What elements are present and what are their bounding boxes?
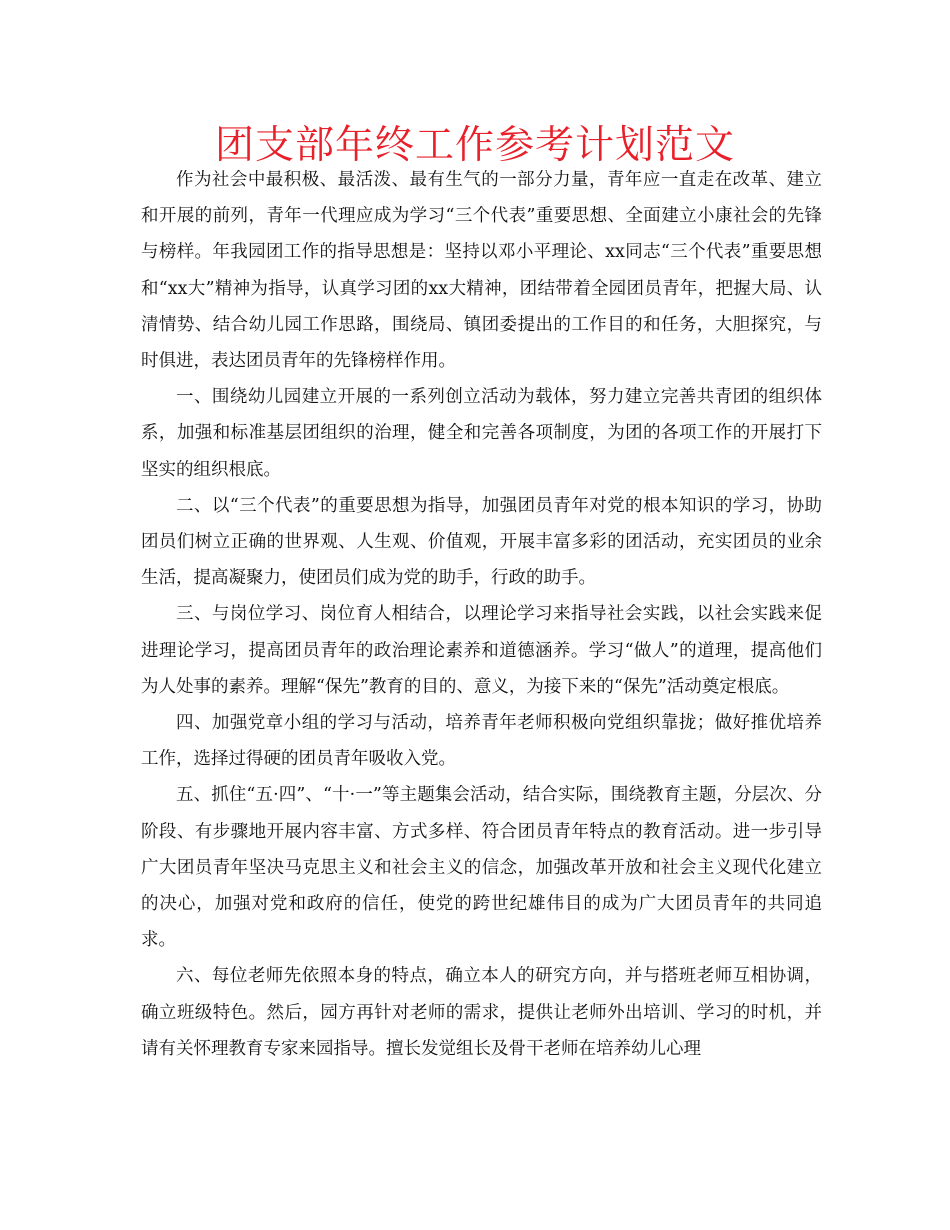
paragraph-2: 二、以“三个代表”的重要思想为指导，加强团员青年对党的根本知识的学习，协助团员们树立正确的世界观、人生观、价值观，开展丰富多彩的团活动，充实团员的业余生活，提高凝聚力，使团员们成为党的助手，行政的助手。 <box>141 495 822 589</box>
paragraph-5: 五、抓住“五·四”、“十·一”等主题集会活动，结合实际，围绕教育主题，分层次、分阶段、有步骤地开展内容丰富、方式多样、符合团员青年特点的教育活动。进一步引导广大团员青年坚决马克思主义和社会主义的信念，加强改革开放和社会主义现代化建立的决心，加强对党和政府的信任，使党的跨世纪雄伟目的成为广大团员青年的共同追求。 <box>141 785 822 951</box>
paragraph-1: 一、围绕幼儿园建立开展的一系列创立活动为载体，努力建立完善共青团的组织体系，加强和标准基层团组织的治理，健全和完善各项制度，为团的各项工作的开展打下坚实的组织根底。 <box>141 387 822 480</box>
paragraph-4: 四、加强党章小组的学习与活动，培养青年老师积极向党组织靠拢；做好推优培养工作，选择过得硬的团员青年吸收入党。 <box>141 713 822 770</box>
paragraph-intro: 作为社会中最积极、最活泼、最有生气的一部分力量，青年应一直走在改革、建立和开展的前列，青年一代理应成为学习“三个代表”重要思想、全面建立小康社会的先锋与榜样。年我园团工作的指导思想是：坚持以邓小平理论、xx同志“三个代表”重要思想和“xx大”精神为指导，认真学习团的xx大精神，团结带着全园团员青年，把握大局、认清情势、结合幼儿园工作思路，围绕局、镇团委提出的工作目的和任务，大胆探究，与时俱进，表达团员青年的先锋榜样作用。 <box>141 170 822 372</box>
paragraph-6: 六、每位老师先依照本身的特点，确立本人的研究方向，并与搭班老师互相协调，确立班级特色。然后，园方再针对老师的需求，提供让老师外出培训、学习的时机，并请有关怀理教育专家来园指导。擅长发觉组长及骨干老师在培养幼儿心理 <box>141 966 822 1059</box>
document-body <box>141 162 822 1067</box>
paragraph-3: 三、与岗位学习、岗位育人相结合，以理论学习来指导社会实践，以社会实践来促进理论学习，提高团员青年的政治理论素养和道德涵养。学习“做人”的道理，提高他们为人处事的素养。理解“保先”教育的目的、意义，为接下来的“保先”活动奠定根底。 <box>141 604 822 697</box>
document-title: 团支部年终工作参考计划范文 <box>214 123 735 168</box>
